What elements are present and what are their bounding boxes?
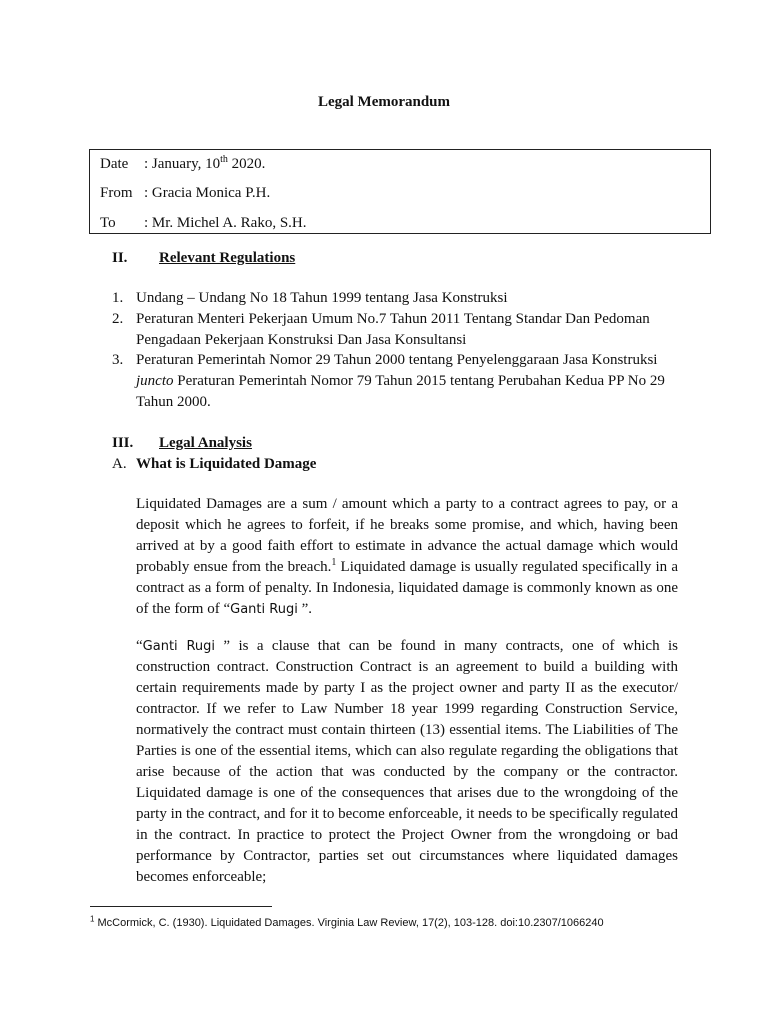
date-year: 2020. xyxy=(227,156,266,172)
to-value: : Mr. Michel A. Rako, S.H. xyxy=(144,215,307,231)
list-number: 3. xyxy=(112,352,124,368)
list-text: Undang – Undang No 18 Tahun 1999 tentang Jasa Konstruksi xyxy=(136,290,508,306)
list-item xyxy=(112,350,712,413)
memo-to-row xyxy=(100,213,307,233)
paragraph-text: Liquidated damage is usually regulated specifically in a contract as a form of penalty. In Indonesia, liquidated damage is commonly known as one of the form of “ xyxy=(136,559,678,617)
list-text-part: Peraturan Pemerintah Nomor 79 Tahun 2015 tentang Perubahan Kedua PP No 29 Tahun 2000. xyxy=(136,373,665,410)
footnote-separator xyxy=(90,906,272,907)
paragraph-liquidated-damages-definition xyxy=(136,494,678,620)
section-number: III. xyxy=(112,435,134,451)
section-title: Relevant Regulations xyxy=(159,250,296,266)
paragraph-text: ”. xyxy=(297,601,312,617)
list-item xyxy=(112,309,712,351)
date-suffix: th xyxy=(220,154,228,165)
footnote-reference: 1 xyxy=(331,557,337,568)
list-item xyxy=(112,288,712,309)
footnote xyxy=(90,915,604,931)
footnote-number: 1 xyxy=(90,914,95,924)
list-text xyxy=(136,350,688,413)
to-label: To xyxy=(100,215,116,231)
footnote-text: McCormick, C. (1930). Liquidated Damages. Virginia Law Review, 17(2), 103-128. doi:10.2307/1066240 xyxy=(94,917,604,929)
from-label: From xyxy=(100,185,133,201)
list-text: Peraturan Menteri Pekerjaan Umum No.7 Tahun 2011 Tentang Standar Dan Pedoman Pengadaan Pekerjaan Konstruksi Dan Jasa Konsultansi xyxy=(136,311,650,348)
paragraph-text: Liquidated Damages are a sum / amount which a party to a contract agrees to pay, or a deposit which he agrees to forfeit, if he breaks some promise, and which, having been arrived at by a good faith effort to estimate in advance the actual damage which would probably ensue from the breach. xyxy=(136,496,678,575)
paragraph-text: “ xyxy=(136,638,143,654)
from-value: : Gracia Monica P.H. xyxy=(144,185,271,201)
paragraph-ganti-rugi xyxy=(136,636,678,888)
subsection-number: A. xyxy=(112,456,127,472)
section-relevant-regulations-heading xyxy=(112,248,512,268)
subsection-a-heading xyxy=(112,454,512,474)
list-number: 2. xyxy=(112,311,124,327)
section-number: II. xyxy=(112,250,128,266)
memo-from-row xyxy=(100,183,270,203)
date-value: : January, 10 xyxy=(144,156,221,172)
ganti-rugi-term: Ganti Rugi xyxy=(230,602,298,617)
subsection-title: What is Liquidated Damage xyxy=(136,456,317,472)
ganti-rugi-term: Ganti Rugi xyxy=(142,639,215,654)
list-number: 1. xyxy=(112,290,124,306)
section-legal-analysis-heading xyxy=(112,433,512,453)
list-text-part: Peraturan Pemerintah Nomor 29 Tahun 2000 tentang Penyelenggaraan Jasa Konstruksi xyxy=(136,352,658,368)
document-title: Legal Memorandum xyxy=(317,94,451,110)
memo-date-row xyxy=(100,154,265,174)
paragraph-text: ” is a clause that can be found in many contracts, one of which is construction contract. Construction Contract is an agreement to build a building with certain requirements made by party I as the project owner and party II as the executor/ contractor. If we refer to Law Number 18 year 1999 regarding Construction Service, normatively the contract must contain thirteen (13) essential items. The Liabilities of The Parties is one of the essential items, which can also regulate regarding the obligations that arise because of the action that was conducted by the company or the contractor. Liquidated damage is one of the consequences that arises due to the wrongdoing of the party in the contract, and for it to become enforceable, it needs to be specifically regulated in the contract. In practice to protect the Project Owner from the wrongdoing or bad performance by Contractor, parties set out circumstances where liquidated damages becomes enforceable; xyxy=(136,638,678,885)
juncto-term: juncto xyxy=(136,373,174,389)
date-label: Date xyxy=(100,156,129,172)
section-title: Legal Analysis xyxy=(159,435,252,451)
